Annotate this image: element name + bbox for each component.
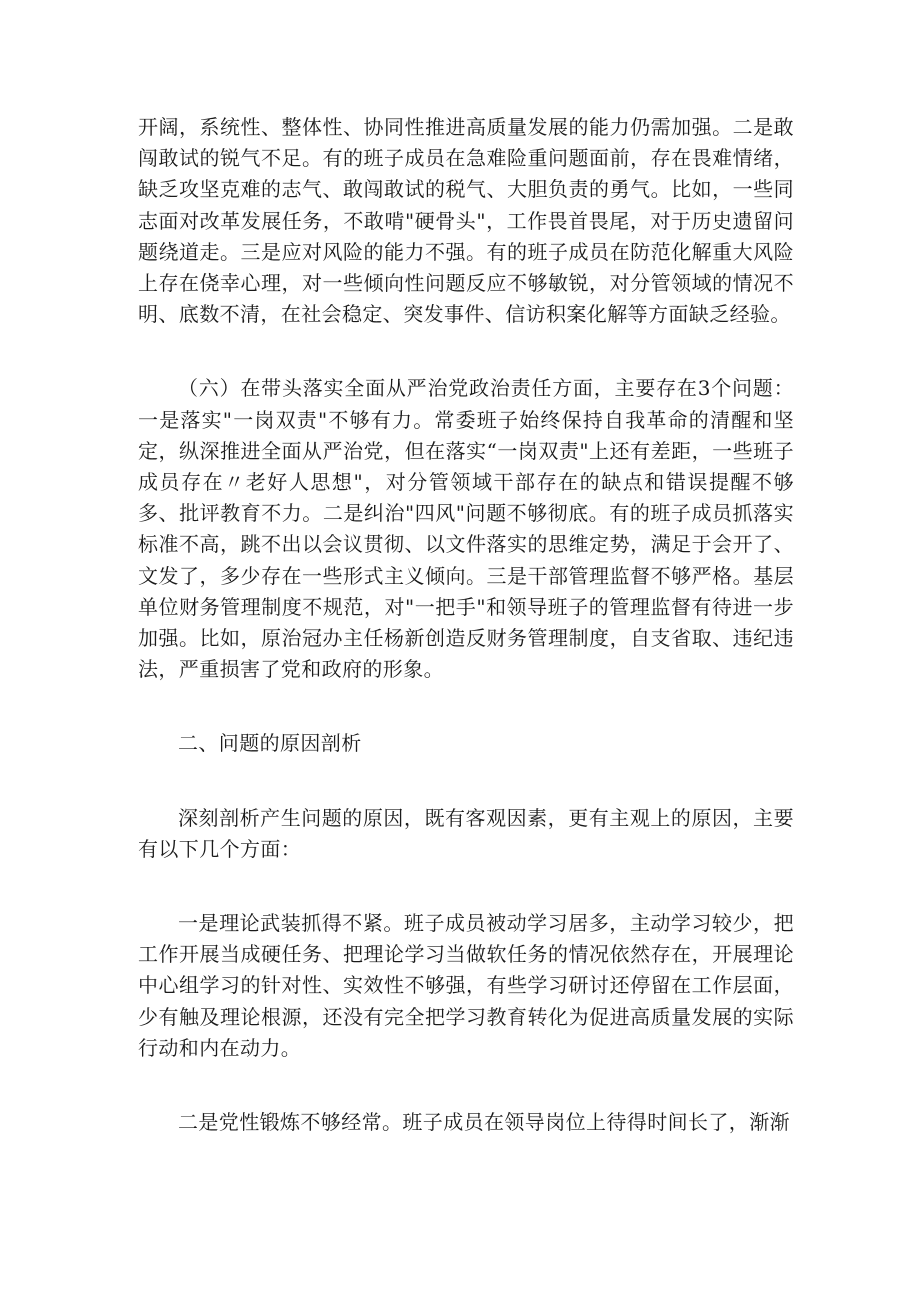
paragraph-section-six: （六）在带头落实全面从严治党政治责任方面，主要存在3个问题：一是落实"一岗双责"不够有力。常委班子始终保持自我革命的清醒和坚定，纵深推进全面从严治党，但在落实“一岗双责"上还有差距，一些班子成员存在〃老好人思想"，对分管领域干部存在的缺点和错误提醒不够多、批评教育不力。二是纠治"四风"问题不够彻底。有的班子成员抓落实标准不高，跳不出以会议贯彻、以文件落实的思维定势，满足于会开了、文发了，多少存在一些形式主义倾向。三是干部管理监督不够严格。基层单位财务管理制度不规范，对"一把手"和领导班子的管理监督有待进一步加强。比如，原治冠办主任杨新创造反财务管理制度，自支省取、违纪违法，严重损害了党和政府的形象。 [138,376,794,682]
document-page [138,112,794,1138]
paragraph-continuation: 开阔，系统性、整体性、协同性推进高质量发展的能力仍需加强。二是敢闯敢试的锐气不足。有的班子成员在急难险重问题面前，存在畏难情绪，缺乏攻坚克难的志气、敢闯敢试的税气、大胆负责的勇气。比如，一些同志面对改革发展任务，不敢啃"硬骨头"，工作畏首畏尾，对于历史遗留问题绕道走。三是应对风险的能力不强。有的班子成员在防范化解重大风险上存在侥幸心理，对一些倾向性问题反应不够敏锐，对分管领域的情况不明、底数不清，在社会稳定、突发事件、信访积案化解等方面缺乏经验。 [138,115,794,327]
paragraph-cause-intro: 深刻剖析产生问题的原因，既有客观因素，更有主观上的原因，主要有以下几个方面： [138,805,794,861]
section-heading-cause-analysis: 二、问题的原因剖析 [178,731,362,756]
paragraph-cause-one: 一是理论武装抓得不紧。班子成员被动学习居多，主动学习较少，把工作开展当成硬任务、把理论学习当做软任务的情况依然存在，开展理论中心组学习的针对性、实效性不够强，有些学习研讨还停留在工作层面，少有触及理论根源，还没有完全把学习教育转化为促进高质量发展的实际行动和内在动力。 [138,911,794,1060]
paragraph-cause-two: 二是党性锻炼不够经常。班子成员在领导岗位上待得时间长了，渐渐 [178,1110,790,1135]
